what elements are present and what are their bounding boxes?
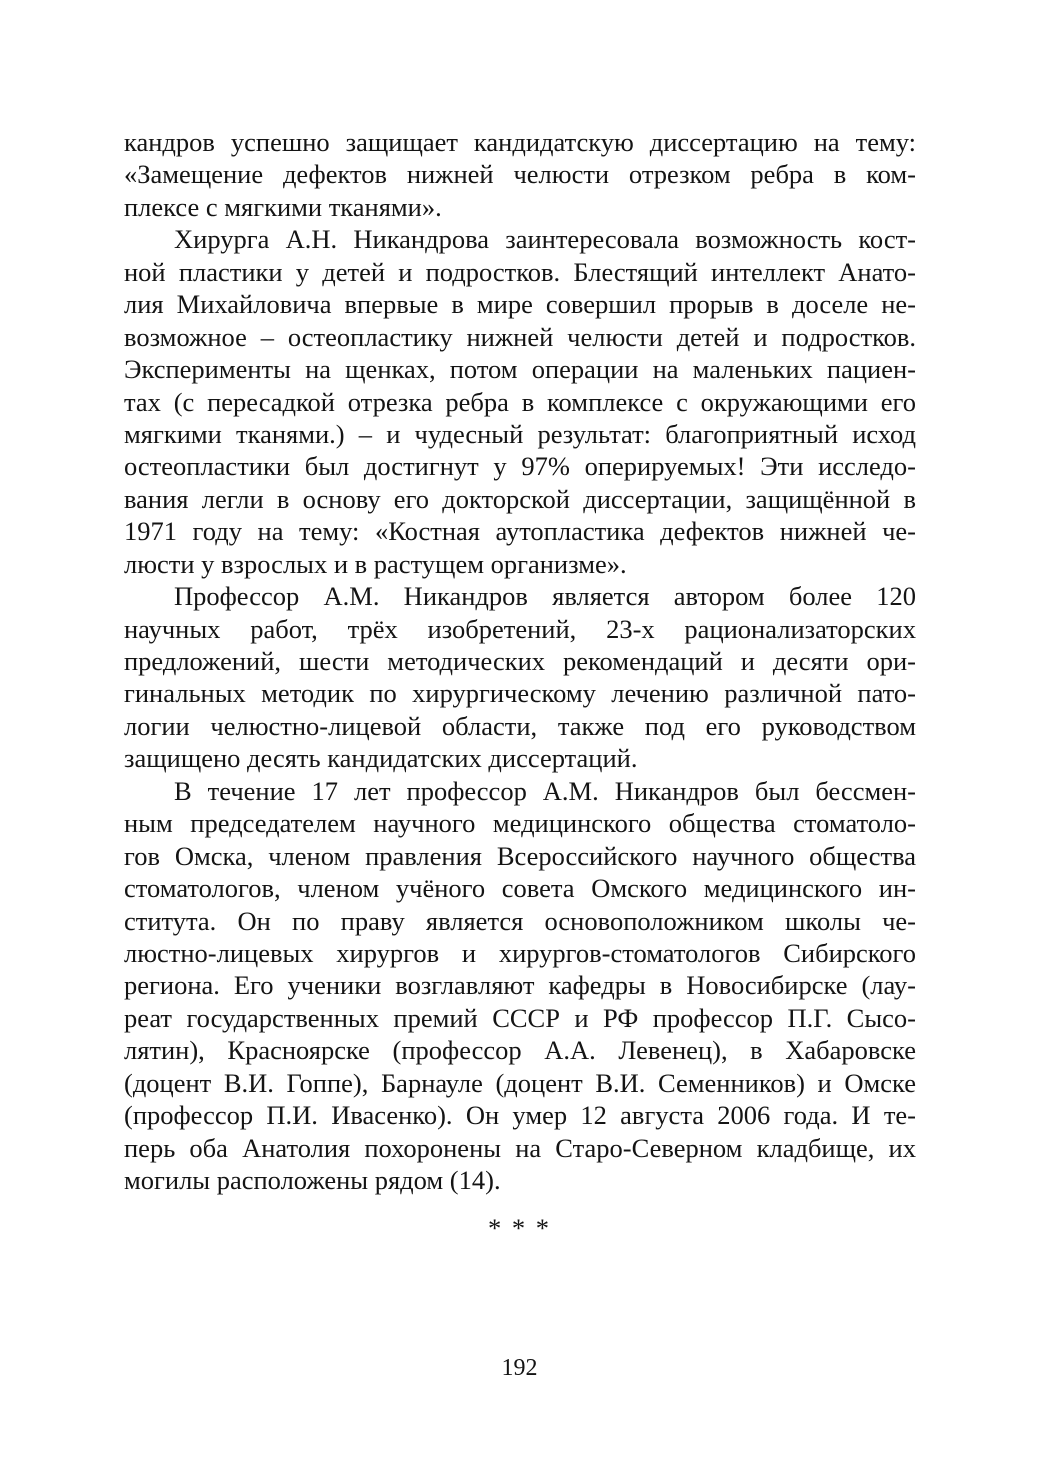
- paragraph-4: [124, 775, 916, 1197]
- text-line: В течение 17 лет профессор А.М. Никандров был бессмен-: [174, 775, 916, 806]
- text-line: Хирурга А.Н. Никандрова заинтересовала возможность кост-: [174, 224, 916, 255]
- text-line: предложений, шести методических рекомендаций и десяти ори-: [124, 646, 916, 676]
- text-line: лия Михайловича впервые в мире совершил прорыв в доселе не-: [124, 289, 916, 320]
- text-line: ным председателем научного медицинского общества стоматоло-: [124, 808, 916, 839]
- text-line: тах (с пересадкой отрезка ребра в комплексе с окружающими его: [124, 386, 916, 417]
- text-line: остеопластики был достигнут у 97% оперируемых! Эти исследо-: [124, 451, 916, 482]
- text-line: (профессор П.И. Ивасенко). Он умер 12 августа 2006 года. И те-: [124, 1100, 916, 1131]
- text-line: Профессор А.М. Никандров является автором более 120: [174, 581, 916, 612]
- text-line: гинальных методик по хирургическому лечению различной пато-: [124, 678, 916, 709]
- paragraph-2: [124, 223, 916, 580]
- text-line: мягкими тканями.) – и чудесный результат: благоприятный исход: [124, 418, 916, 449]
- text-line: люсти у взрослых и в растущем организме».: [124, 548, 627, 579]
- text-line: плексе с мягкими тканями».: [124, 191, 442, 222]
- text-line: гов Омска, членом правления Всероссийского научного общества: [124, 840, 916, 871]
- section-separator: * * *: [488, 1213, 551, 1243]
- text-line: кандров успешно защищает кандидатскую диссертацию на тему:: [124, 127, 916, 157]
- paragraph-3: [124, 580, 916, 775]
- text-line: стоматологов, членом учёного совета Омского медицинского ин-: [124, 873, 916, 904]
- text-line: «Замещение дефектов нижней челюсти отрезком ребра в ком-: [124, 159, 916, 190]
- text-line: логии челюстно-лицевой области, также под его руководством: [124, 710, 916, 741]
- text-line: лятин), Красноярске (профессор А.А. Левенец), в Хабаровске: [124, 1035, 916, 1066]
- text-line: вания легли в основу его докторской диссертации, защищённой в: [124, 483, 916, 514]
- text-line: перь оба Анатолия похоронены на Старо-Северном кладбище, их: [124, 1132, 916, 1163]
- text-line: Эксперименты на щенках, потом операции на маленьких пациен-: [124, 354, 916, 385]
- text-line: ститута. Он по праву является основоположником школы че-: [124, 905, 916, 936]
- text-line: могилы расположены рядом (14).: [124, 1165, 501, 1195]
- text-line: возможное – остеопластику нижней челюсти детей и подростков.: [124, 321, 916, 352]
- text-line: (доцент В.И. Гоппе), Барнауле (доцент В.И. Семенников) и Омске: [124, 1067, 916, 1098]
- text-line: реат государственных премий СССР и РФ профессор П.Г. Сысо-: [124, 1002, 916, 1033]
- page-number: 192: [501, 1355, 538, 1381]
- text-line: защищено десять кандидатских диссертаций.: [124, 743, 638, 774]
- text-line: люстно-лицевых хирургов и хирургов-стоматологов Сибирского: [124, 937, 916, 968]
- page-body: [124, 126, 916, 1196]
- text-line: ной пластики у детей и подростков. Блестящий интеллект Анато-: [124, 256, 916, 287]
- text-line: 1971 году на тему: «Костная аутопластика дефектов нижней че-: [124, 516, 916, 547]
- text-line: региона. Его ученики возглавляют кафедры в Новосибирске (лау-: [124, 970, 916, 1001]
- paragraph-1: [124, 126, 916, 223]
- text-line: научных работ, трёх изобретений, 23-х рационализаторских: [124, 613, 916, 644]
